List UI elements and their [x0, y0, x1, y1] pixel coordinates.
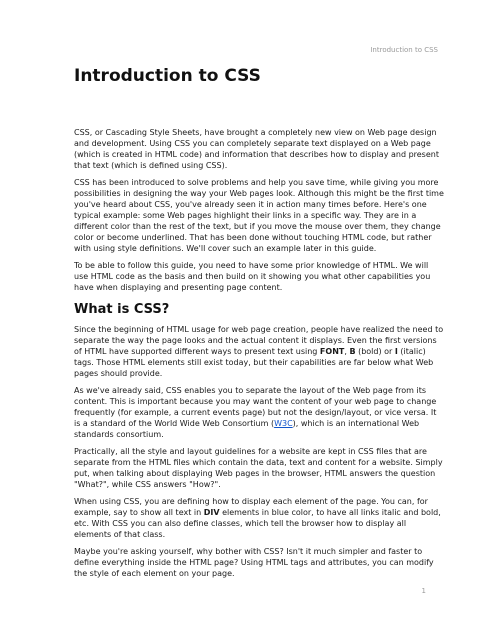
running-header: Introduction to CSS — [370, 46, 438, 54]
text-run: (bold) or — [355, 347, 395, 356]
page-number: 1 — [421, 587, 426, 595]
section-heading: What is CSS? — [74, 302, 170, 317]
text-run: elements in blue color, to have all links italic and bold, etc. With CSS you can also define classes, which tell the browser how to display all elements of that class. — [74, 508, 441, 539]
section-paragraph-1 — [74, 324, 444, 379]
section-paragraph-2 — [74, 385, 444, 440]
text-run: As we've already said, CSS enables you to separate the layout of the Web page from its content. This is important because you may want the content of your web page to change frequently (for example, a current events page) but not the design/layout, or vice versa. It is a standard of the World Wide Web Consortium ( — [74, 386, 437, 428]
text-run: ), which is an international Web standards consortium. — [74, 419, 420, 439]
document-body — [74, 127, 444, 585]
section-paragraph-3: Practically, all the style and layout guidelines for a website are kept in CSS files that are separate from the HTML files which contain the data, text and content for a website. Simply put, when talking about displaying Web pages in the browser, HTML answers the question "What?", while CSS answers "How?". — [74, 447, 443, 489]
italic-tag-name: I — [394, 347, 398, 356]
font-tag-name: FONT — [319, 347, 345, 356]
text-run: , — [344, 347, 350, 356]
text-run: When using CSS, you are defining how to display each element of the page. You can, for example, say to show all text in — [74, 497, 428, 517]
intro-paragraph-3: To be able to follow this guide, you need to have some prior knowledge of HTML. We will use HTML code as the basis and then build on it showing you what other capabilities you have when displaying and presenting page content. — [74, 261, 431, 292]
div-tag-name: DIV — [203, 508, 220, 517]
section-paragraph-5: Maybe you're asking yourself, why bother with CSS? Isn't it much simpler and faster to define everything inside the HTML page? Using HTML tags and attributes, you can modify the style of each element on your page. — [74, 547, 434, 578]
section-paragraph-4 — [74, 496, 444, 540]
page-title: Introduction to CSS — [74, 66, 261, 86]
intro-paragraph-1: CSS, or Cascading Style Sheets, have brought a completely new view on Web page design and development. Using CSS you can completely separate text displayed on a Web page (which is created in HTML code) and information that describes how to display and present that text (which is defined using CSS). — [74, 128, 439, 170]
bold-tag-name: B — [349, 347, 356, 356]
text-run: (italic) tags. Those HTML elements still exist today, but their capabilities are far below what Web pages should provide. — [74, 347, 434, 378]
intro-paragraph-2: CSS has been introduced to solve problems and help you save time, while giving you more possibilities in designing the way your Web pages look. Although this might be the first time you've heard about CSS, you've already seen it in action many times before. Here's one typical example: some Web pages highlight their links in a specific way. They are in a different color than the rest of the text, but if you move the mouse over them, they change color or become underlined. That has been done without touching HTML code, but rather with using style definitions. We'll cover such an example later in this guide. — [74, 178, 444, 253]
text-run: Since the beginning of HTML usage for web page creation, people have realized the need to separate the way the page looks and the actual content it displays. Even the first versions of HTML have supported different ways to present text using — [74, 325, 444, 356]
w3c-link[interactable]: W3C — [274, 419, 293, 428]
